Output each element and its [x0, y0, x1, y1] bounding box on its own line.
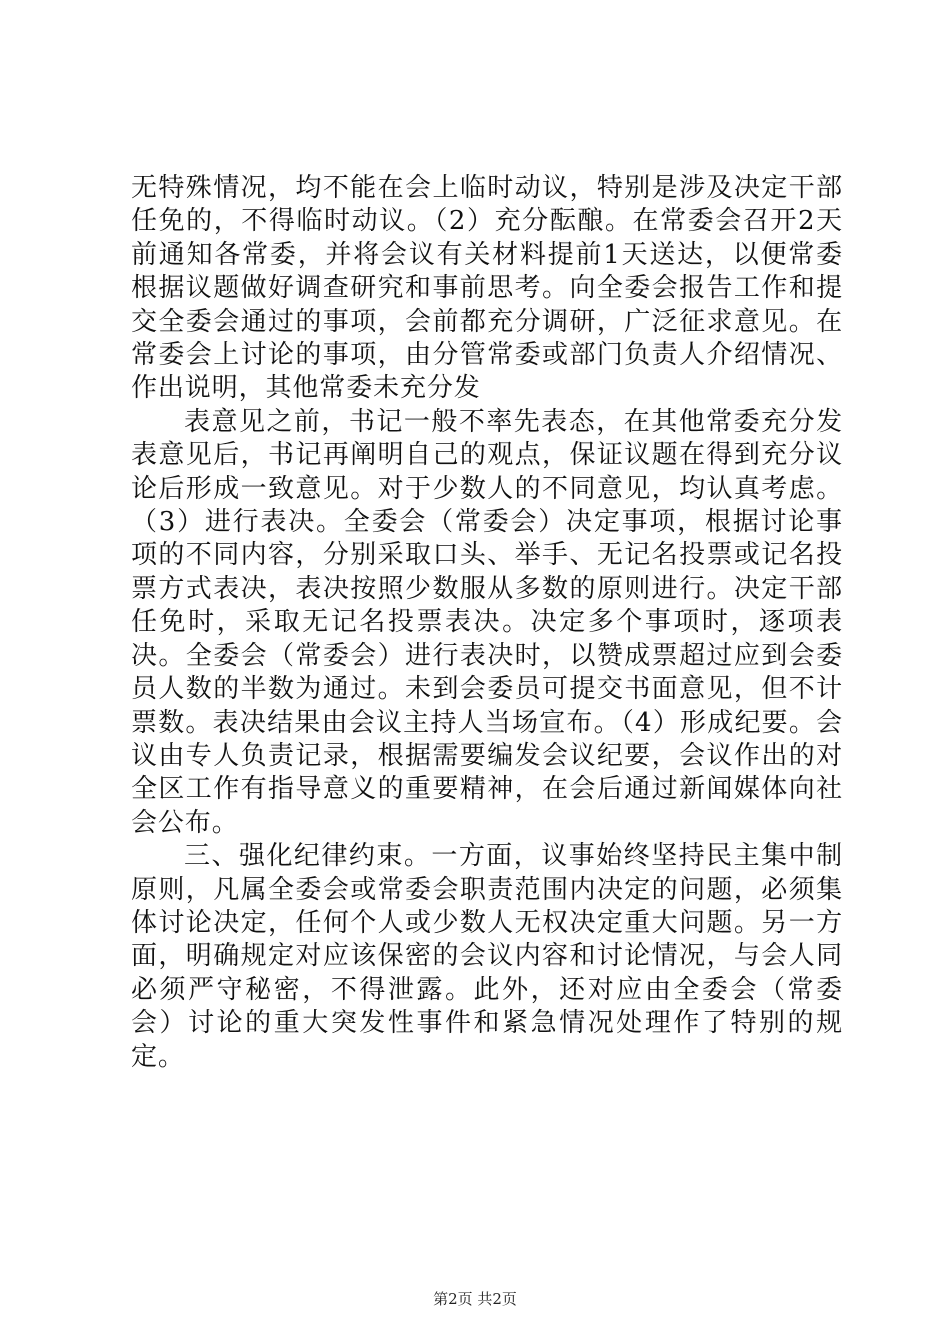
paragraph-discipline: 三、强化纪律约束。一方面，议事始终坚持民主集中制原则，凡属全委会或常委会职责范围内决定的问题，必须集体讨论决定，任何个人或少数人无权决定重大问题。另一方面，明确规定对应该保密的会议内容和讨论情况，与会人同必须严守秘密，不得泄露。此外，还对应由全委会（常委会）讨论的重大突发性事件和紧急情况处理作了特别的规定。	[131, 841, 843, 1072]
page-footer: 第2页 共2页	[433, 1290, 517, 1308]
paragraph-continued: 无特殊情况，均不能在会上临时动议，特别是涉及决定干部任免的，不得临时动议。（2）充分酝酿。在常委会召开2天前通知各常委，并将会议有关材料提前1天送达，以便常委根据议题做好调查研究和事前思考。向全委会报告工作和提交全委会通过的事项，会前都充分调研，广泛征求意见。在常委会上讨论的事项，由分管常委或部门负责人介绍情况、作出说明，其他常委未充分发	[131, 173, 843, 404]
document-body	[131, 172, 843, 1074]
paragraph-voting: 表意见之前，书记一般不率先表态，在其他常委充分发表意见后，书记再阐明自己的观点，保证议题在得到充分议论后形成一致意见。对于少数人的不同意见，均认真考虑。（3）进行表决。全委会（常委会）决定事项，根据讨论事项的不同内容，分别采取口头、举手、无记名投票或记名投票方式表决，表决按照少数服从多数的原则进行。决定干部任免时，采取无记名投票表决。决定多个事项时，逐项表决。全委会（常委会）进行表决时，以赞成票超过应到会委员人数的半数为通过。未到会委员可提交书面意见，但不计票数。表决结果由会议主持人当场宣布。（4）形成纪要。会议由专人负责记录，根据需要编发会议纪要，会议作出的对全区工作有指导意义的重要精神，在会后通过新闻媒体向社会公布。	[131, 406, 843, 838]
